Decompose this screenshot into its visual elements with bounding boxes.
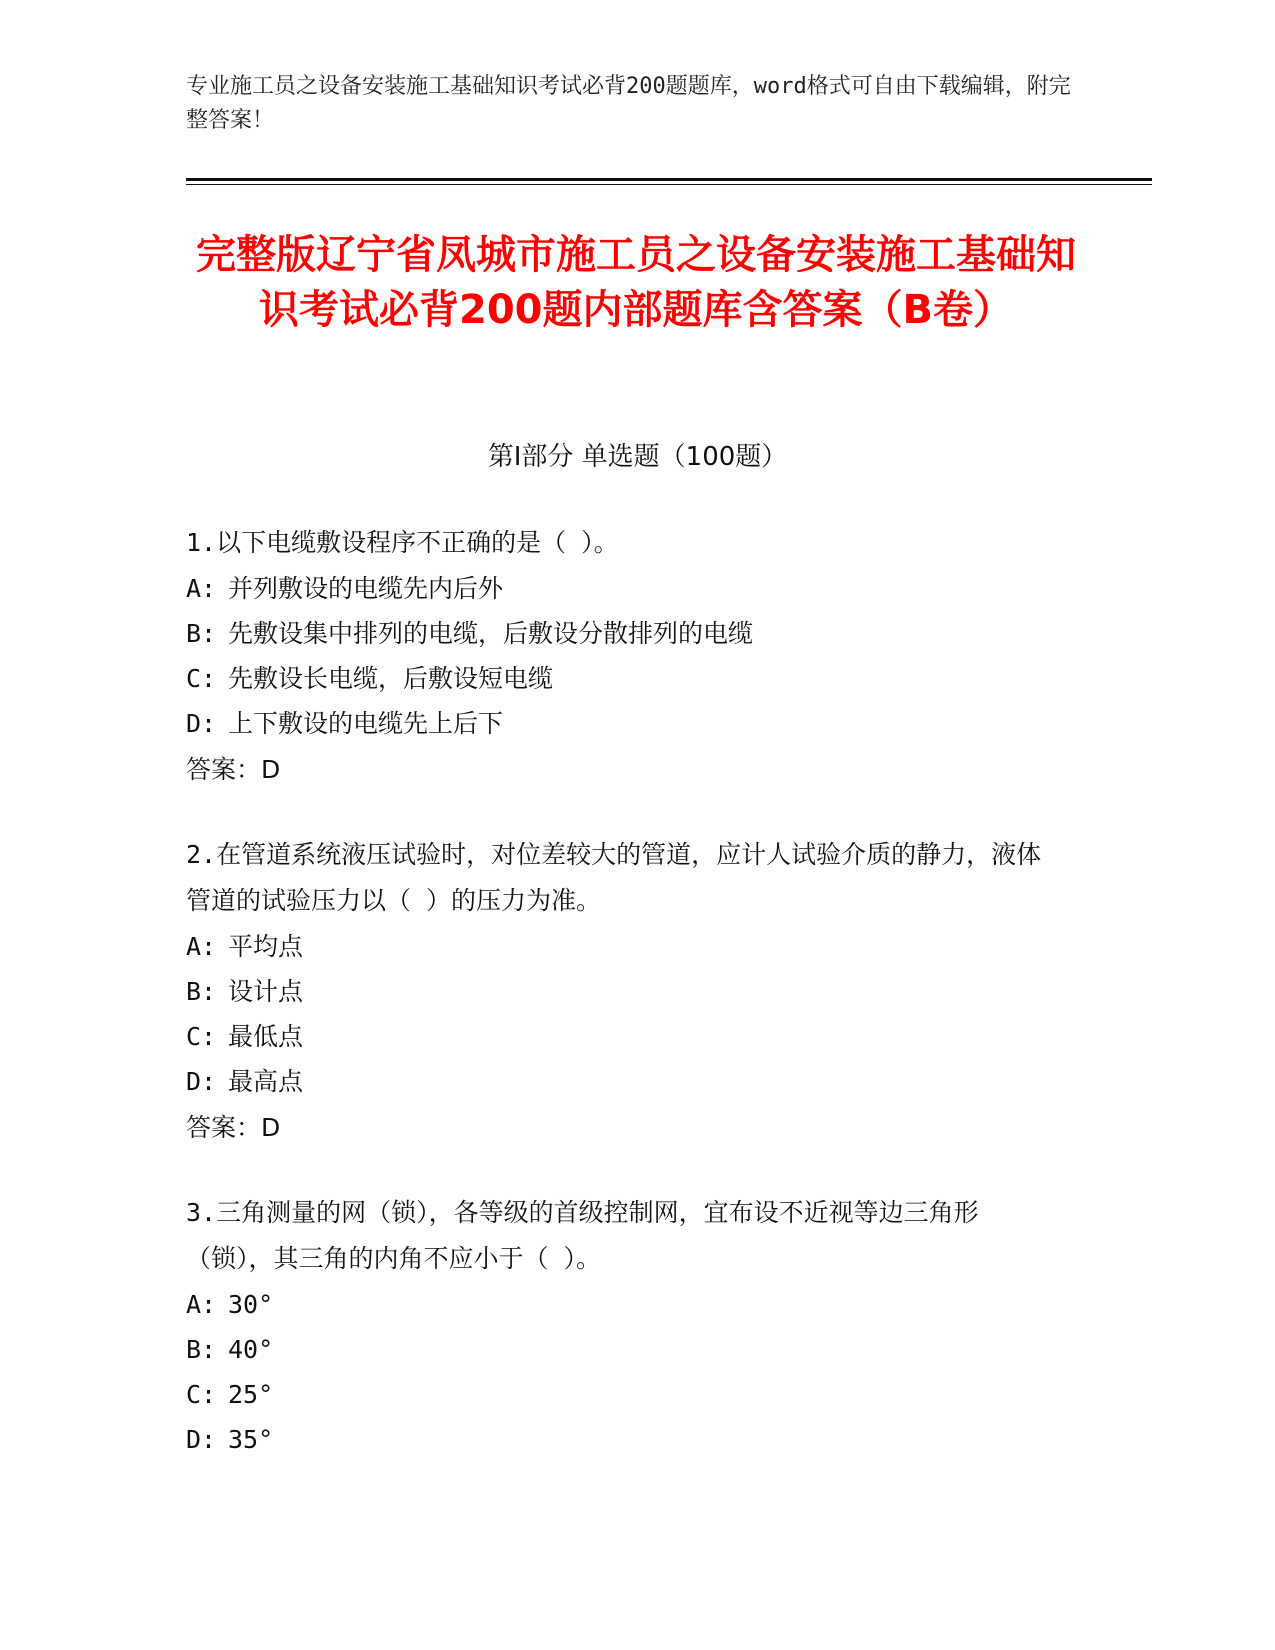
option-key: A: (186, 1290, 217, 1319)
question-list (186, 520, 1066, 1500)
option-b (186, 1327, 1066, 1372)
option-b (186, 969, 1066, 1014)
answer: 答案：D (186, 1113, 281, 1142)
option-key: C: (186, 664, 217, 693)
option-key: A: (186, 932, 217, 961)
section-title: 第I部分 单选题（100题） (487, 442, 788, 472)
option-key: A: (186, 574, 217, 603)
option-c (186, 656, 1066, 701)
option-a (186, 924, 1066, 969)
option-a (186, 1282, 1066, 1327)
option-key: D: (186, 1067, 217, 1096)
option-text: 35° (228, 1425, 274, 1454)
option-key: D: (186, 1425, 217, 1454)
option-key: B: (186, 1335, 217, 1364)
option-key: C: (186, 1380, 217, 1409)
option-text: 上下敷设的电缆先上后下 (228, 709, 504, 738)
option-text: 并列敷设的电缆先内后外 (228, 574, 504, 603)
option-a (186, 566, 1066, 611)
option-text: 30° (228, 1290, 274, 1319)
option-text: 25° (228, 1380, 274, 1409)
document-title: 完整版辽宁省凤城市施工员之设备安装施工基础知识考试必背200题内部题库含答案（B卷） (196, 232, 1076, 333)
option-d (186, 1059, 1066, 1104)
answer: 答案：D (186, 755, 281, 784)
option-text: 先敷设长电缆，后敷设短电缆 (228, 664, 554, 693)
option-key: B: (186, 977, 217, 1006)
option-d (186, 1417, 1066, 1462)
option-key: C: (186, 1022, 217, 1051)
header-note: 专业施工员之设备安装施工基础知识考试必背200题题库，word格式可自由下载编辑，附完整答案！ (186, 74, 1071, 133)
header-rule-thin (186, 184, 1152, 185)
question-stem: 2.在管道系统液压试验时，对位差较大的管道，应计人试验介质的静力，液体管道的试验压力以（ ）的压力为准。 (186, 840, 1042, 915)
option-text: 最高点 (228, 1067, 304, 1096)
question-stem: 1.以下电缆敷设程序不正确的是（ ）。 (186, 528, 619, 557)
option-key: D: (186, 709, 217, 738)
question-3 (186, 1190, 1066, 1462)
question-stem: 3.三角测量的网（锁），各等级的首级控制网，宜布设不近视等边三角形（锁），其三角的内角不应小于（ ）。 (186, 1198, 979, 1273)
option-d (186, 701, 1066, 746)
option-c (186, 1014, 1066, 1059)
option-c (186, 1372, 1066, 1417)
option-text: 最低点 (228, 1022, 304, 1051)
question-2 (186, 832, 1066, 1152)
option-text: 平均点 (228, 932, 304, 961)
header-rule-thick (186, 178, 1152, 181)
option-text: 设计点 (228, 977, 304, 1006)
option-b (186, 611, 1066, 656)
option-text: 40° (228, 1335, 274, 1364)
option-text: 先敷设集中排列的电缆，后敷设分散排列的电缆 (228, 619, 754, 648)
option-key: B: (186, 619, 217, 648)
question-1 (186, 520, 1066, 794)
